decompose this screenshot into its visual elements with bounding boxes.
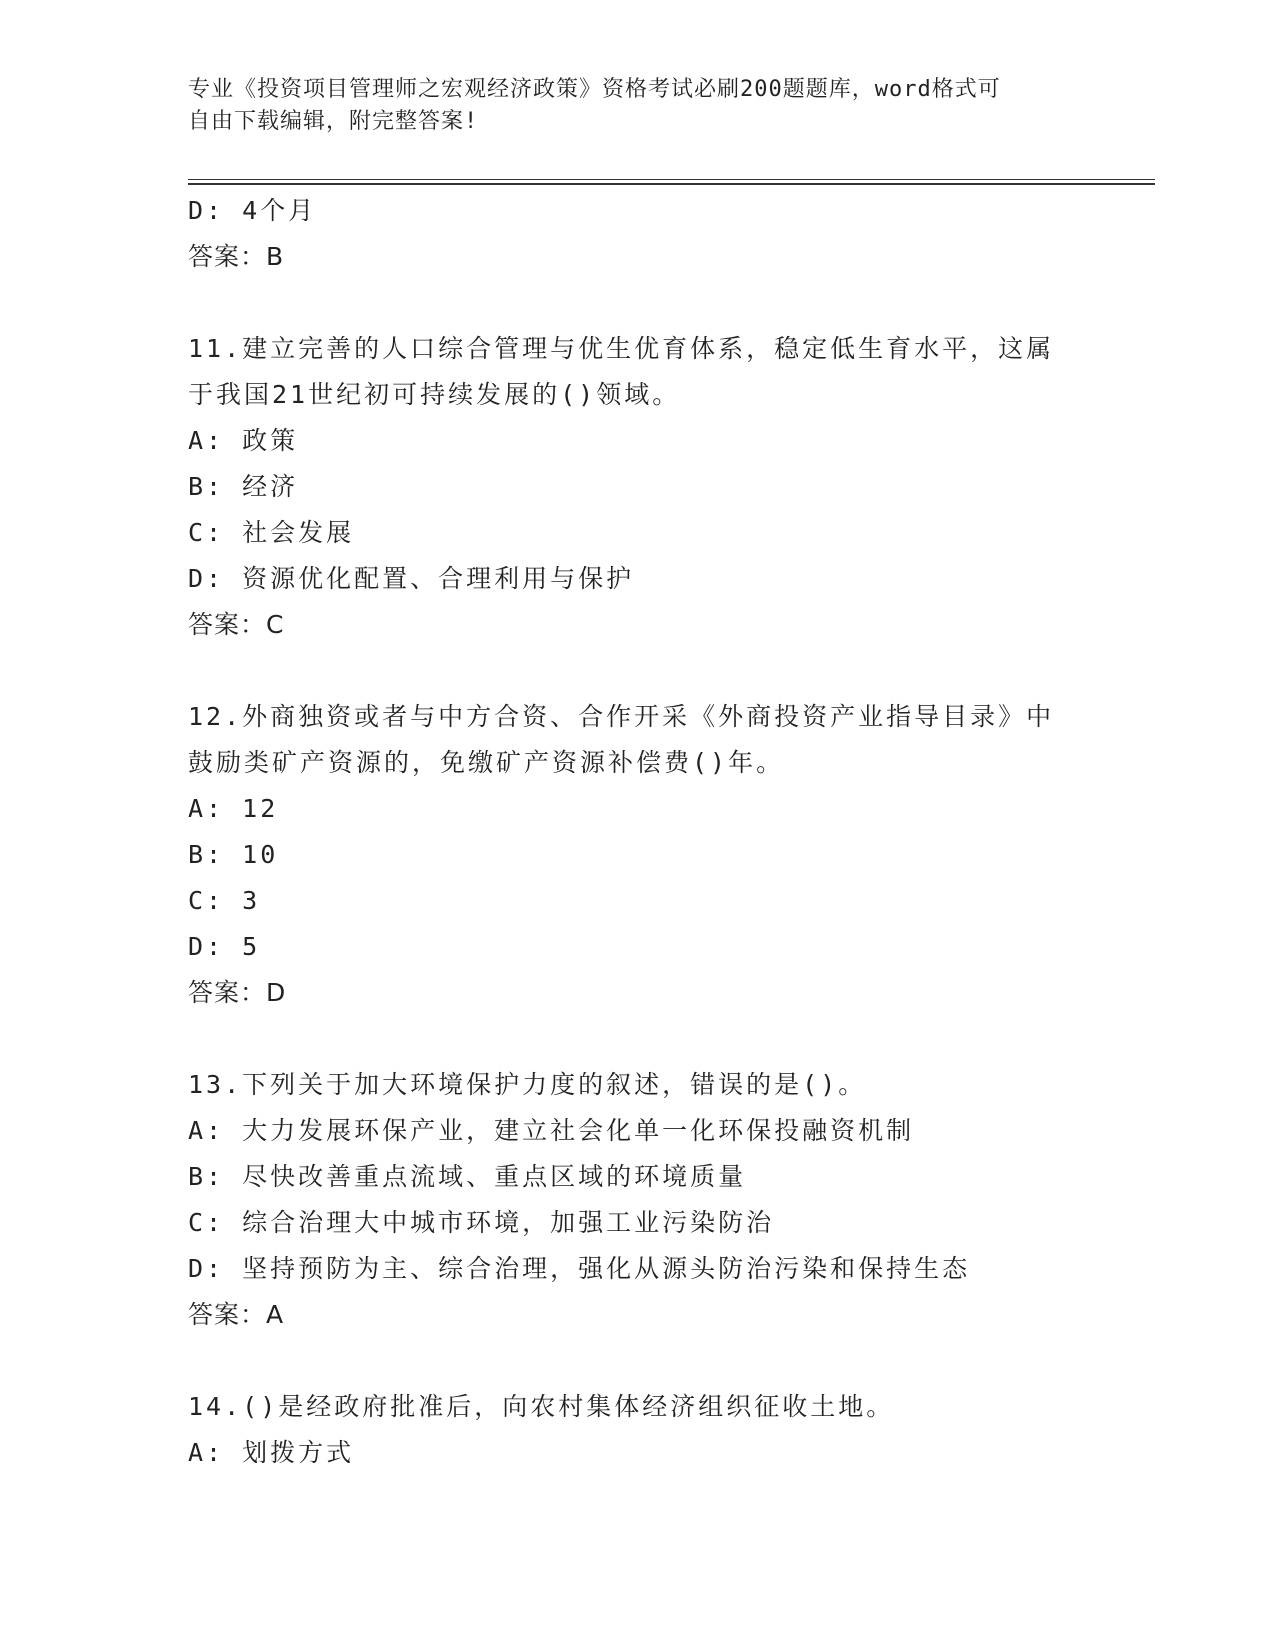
question-11-text-line-1: 11.建立完善的人口综合管理与优生优育体系，稳定低生育水平，这属 bbox=[188, 334, 1055, 363]
question-11-answer: 答案：C bbox=[188, 610, 285, 639]
question-13 bbox=[188, 1062, 1088, 1338]
question-12-option-d: D: 5 bbox=[188, 932, 261, 961]
prev-option-d: D: 4个月 bbox=[188, 196, 317, 225]
question-14-text-line-1: 14.()是经政府批准后，向农村集体经济组织征收土地。 bbox=[188, 1392, 895, 1421]
question-list bbox=[188, 188, 1088, 1476]
question-13-answer: 答案：A bbox=[188, 1300, 285, 1329]
question-12-option-c: C: 3 bbox=[188, 886, 261, 915]
question-13-option-b: B: 尽快改善重点流域、重点区域的环境质量 bbox=[188, 1162, 747, 1191]
question-11-option-d: D: 资源优化配置、合理利用与保护 bbox=[188, 564, 635, 593]
question-14-option-a: A: 划拨方式 bbox=[188, 1438, 355, 1467]
question-13-option-a: A: 大力发展环保产业，建立社会化单一化环保投融资机制 bbox=[188, 1116, 915, 1145]
question-13-option-d: D: 坚持预防为主、综合治理，强化从源头防治污染和保持生态 bbox=[188, 1254, 971, 1283]
header-divider-thin bbox=[188, 179, 1155, 180]
question-13-text-line-1: 13.下列关于加大环境保护力度的叙述，错误的是()。 bbox=[188, 1070, 867, 1099]
question-11-option-b: B: 经济 bbox=[188, 472, 299, 501]
question-12-answer: 答案：D bbox=[188, 978, 287, 1007]
question-12-option-a: A: 12 bbox=[188, 794, 279, 823]
question-12 bbox=[188, 694, 1088, 1016]
header-line-1: 专业《投资项目管理师之宏观经济政策》资格考试必刷200题题库，word格式可 bbox=[188, 77, 1001, 102]
question-11-option-c: C: 社会发展 bbox=[188, 518, 355, 547]
question-13-option-c: C: 综合治理大中城市环境，加强工业污染防治 bbox=[188, 1208, 775, 1237]
question-12-text-line-2: 鼓励类矿产资源的，免缴矿产资源补偿费()年。 bbox=[188, 748, 785, 777]
prev-answer: 答案：B bbox=[188, 242, 285, 271]
question-11-option-a: A: 政策 bbox=[188, 426, 299, 455]
question-12-option-b: B: 10 bbox=[188, 840, 279, 869]
question-12-text-line-1: 12.外商独资或者与中方合资、合作开采《外商投资产业指导目录》中 bbox=[188, 702, 1055, 731]
header-line-2: 自由下载编辑，附完整答案! bbox=[188, 109, 479, 134]
question-14 bbox=[188, 1384, 1088, 1476]
question-11 bbox=[188, 326, 1088, 648]
document-header bbox=[188, 74, 1068, 138]
question-11-text-line-2: 于我国21世纪初可持续发展的()领域。 bbox=[188, 380, 681, 409]
header-divider-thick bbox=[188, 183, 1155, 185]
